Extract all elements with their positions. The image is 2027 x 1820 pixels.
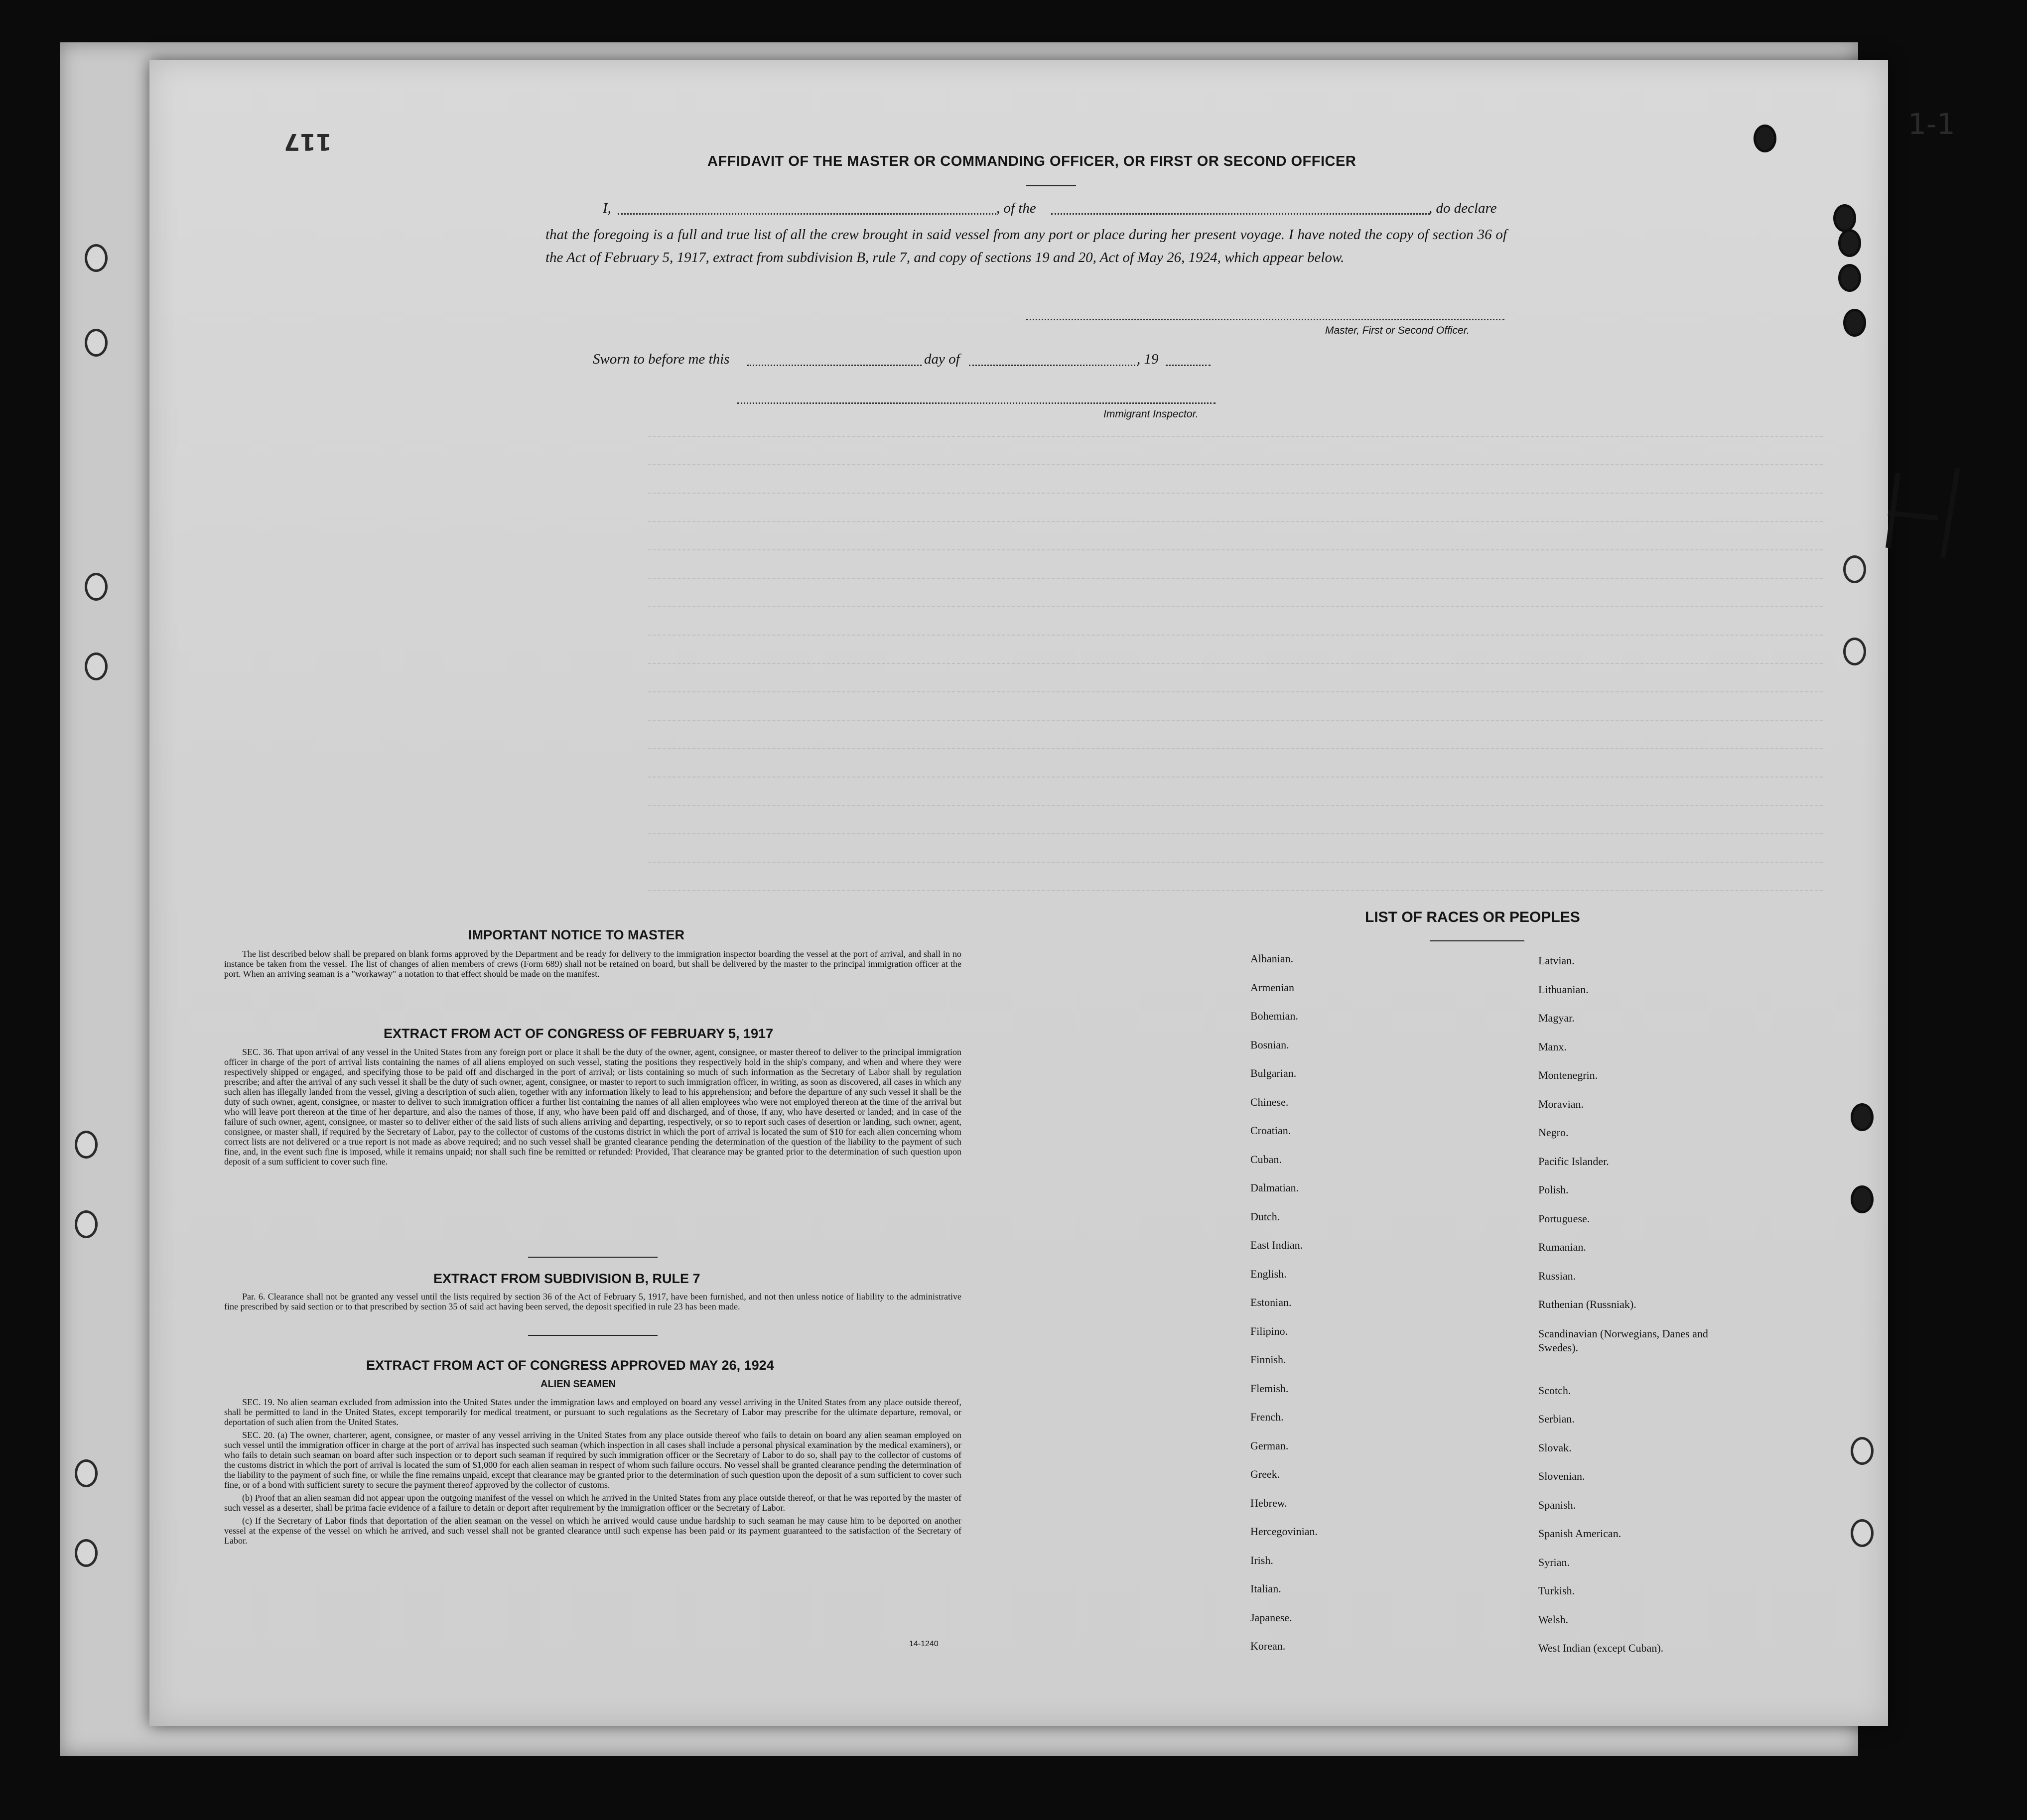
race-item: Italian. xyxy=(1250,1582,1281,1595)
affidavit-i: I, xyxy=(603,200,611,216)
race-item: Negro. xyxy=(1538,1126,1569,1139)
page-number-note: 117 xyxy=(284,129,332,155)
race-item: Finnish. xyxy=(1250,1353,1286,1366)
races-title: LIST OF RACES OR PEOPLES xyxy=(1365,909,1580,925)
punch-hole-icon xyxy=(1843,555,1866,583)
extract-1924-title: EXTRACT FROM ACT OF CONGRESS APPROVED MAY 26, 1924 xyxy=(366,1358,774,1373)
day-of-text: day of xyxy=(924,351,960,367)
title-divider xyxy=(1026,185,1076,186)
race-item: Albanian. xyxy=(1250,952,1294,965)
punch-hole-icon xyxy=(85,244,108,272)
bleed-through-rows xyxy=(648,408,1823,907)
sworn-year-blank xyxy=(1166,365,1211,366)
race-item: Pacific Islander. xyxy=(1538,1155,1609,1168)
race-item: Hercegovinian. xyxy=(1250,1525,1318,1538)
race-item: Armenian xyxy=(1250,981,1294,994)
race-item: West Indian (except Cuban). xyxy=(1538,1642,1664,1654)
punch-hole-icon xyxy=(1843,309,1866,337)
notice-paragraph: The list described below shall be prepared on blank forms approved by the Department and be ready for delivery to the immigration inspector boarding the vessel at the port of arrival, and shall in no instance be taken from the vessel. The list of changes of alien members of crews (Form 689) shall not be retained on board, but shall be delivered by the master to the principal immigration officer at the port. When an arriving seaman is a "workaway" a notation to that effect should be made on the manifest. xyxy=(224,949,961,979)
race-item: Moravian. xyxy=(1538,1097,1584,1110)
vessel-blank xyxy=(1051,213,1430,215)
race-item: Dalmatian. xyxy=(1250,1181,1299,1194)
race-item: Bulgarian. xyxy=(1250,1067,1297,1079)
race-item: Cuban. xyxy=(1250,1153,1282,1166)
race-item: Chinese. xyxy=(1250,1095,1289,1108)
inspector-signature-line xyxy=(737,402,1216,404)
punch-hole-icon xyxy=(1851,1437,1874,1465)
extract-rule7-title: EXTRACT FROM SUBDIVISION B, RULE 7 xyxy=(433,1271,700,1286)
race-item: Slovak. xyxy=(1538,1441,1572,1454)
punch-hole-icon xyxy=(1851,1519,1874,1547)
punch-hole-icon xyxy=(1851,1185,1874,1213)
race-item: Portuguese. xyxy=(1538,1212,1590,1225)
race-item: French. xyxy=(1250,1411,1284,1423)
race-item: Korean. xyxy=(1250,1640,1286,1652)
punch-hole-icon xyxy=(1754,125,1776,152)
punch-hole-icon xyxy=(75,1131,98,1159)
alien-seamen-subtitle: ALIEN SEAMEN xyxy=(541,1379,616,1390)
race-item: Hebrew. xyxy=(1250,1496,1287,1509)
sworn-text: Sworn to before me this xyxy=(593,351,730,367)
par-6-paragraph: Par. 6. Clearance shall not be granted any vessel until the lists required by section 36 of the Act of February 5, 1917, have been furnished, and not then unless notice of liability to the administrative fine prescribed by said section or to that prescribed by section 35 of said act having been served, the deposit specified in rule 23 has been made. xyxy=(224,1292,961,1311)
extract-rule7-text xyxy=(224,1292,961,1314)
sworn-day-blank xyxy=(747,365,922,366)
punch-hole-icon xyxy=(1851,1103,1874,1131)
race-item: Spanish. xyxy=(1538,1498,1576,1511)
race-item: Estonian. xyxy=(1250,1296,1292,1308)
race-item: Greek. xyxy=(1250,1468,1280,1480)
affidavit-do-declare: , do declare xyxy=(1429,200,1497,216)
race-item: Filipino. xyxy=(1250,1324,1288,1337)
extract-1924-text xyxy=(224,1397,961,1549)
affidavit-of-the: , of the xyxy=(996,200,1036,216)
inspector-label: Immigrant Inspector. xyxy=(1103,408,1199,420)
section-divider xyxy=(528,1335,658,1336)
race-item: Lithuanian. xyxy=(1538,983,1589,996)
punch-hole-icon xyxy=(1843,638,1866,665)
notice-title: IMPORTANT NOTICE TO MASTER xyxy=(468,927,684,942)
race-item: Montenegrin. xyxy=(1538,1069,1598,1081)
race-item: Japanese. xyxy=(1250,1611,1292,1624)
sec-20b-paragraph: (b) Proof that an alien seaman did not appear upon the outgoing manifest of the vessel on which he arrived in the United States from any place outside thereof, or that he was reported by the master of such vessel as a deserter, shall be prima facie evidence of a failure to detain or deport after requirement by the immigration officer or the Secretary of Labor. xyxy=(224,1493,961,1513)
punch-hole-icon xyxy=(1833,204,1856,232)
affidavit-title: AFFIDAVIT OF THE MASTER OR COMMANDING OFFICER, OR FIRST OR SECOND OFFICER xyxy=(707,153,1356,169)
punch-hole-icon xyxy=(75,1539,98,1567)
punch-hole-icon xyxy=(75,1210,98,1238)
handwritten-mark xyxy=(1878,463,1978,563)
section-divider xyxy=(528,1257,658,1258)
year-text: , 19 xyxy=(1137,351,1159,367)
punch-hole-icon xyxy=(85,573,108,601)
race-item: Manx. xyxy=(1538,1040,1567,1053)
sec-20a-paragraph: SEC. 20. (a) The owner, charterer, agent, consignee, or master of any vessel arriving in the United States from any place outside thereof who fails to detain on board any alien seaman employed on such vessel until the immigration officer in charge at the port of arrival has inspected such seaman (which inspection in all cases shall include a personal physical examination by the medical examiners), or who fails to detain such seaman on board after such inspection or to deport such seaman if required by such immigration officer or the Secretary of Labor to do so, shall pay to the collector of customs of the customs district in which the port of arrival is located the sum of $1,000 for each alien seaman in respect of whom such failure occurs. No vessel shall be granted clearance pending the determination of the liability to the payment of such fine, or while the fine remains unpaid, except that clearance may be granted prior to the determination of such question upon the deposit of a sum sufficient to cover such fine, or of a bond with sufficient surety to secure the payment thereof approved by the collector of customs. xyxy=(224,1430,961,1490)
race-item: Turkish. xyxy=(1538,1584,1575,1597)
extract-1917-title: EXTRACT FROM ACT OF CONGRESS OF FEBRUARY 5, 1917 xyxy=(384,1026,774,1041)
race-item: Slovenian. xyxy=(1538,1470,1585,1482)
race-item: Latvian. xyxy=(1538,954,1575,967)
race-item: Ruthenian (Russniak). xyxy=(1538,1298,1636,1310)
race-item: German. xyxy=(1250,1439,1289,1452)
sheet-number-note: 1-1 xyxy=(1908,107,1955,141)
race-item: Spanish American. xyxy=(1538,1527,1622,1540)
race-item: Russian. xyxy=(1538,1269,1576,1282)
notice-text xyxy=(224,949,961,982)
race-item: Flemish. xyxy=(1250,1382,1289,1395)
master-signature-line xyxy=(1026,319,1504,320)
form-number: 14-1240 xyxy=(909,1640,939,1648)
section-36-paragraph: SEC. 36. That upon arrival of any vessel in the United States from any foreign port or place it shall be the duty of the owner, agent, consignee, or master thereof to deliver to the principal immigration officer in charge of the port of arrival lists containing the names of all aliens employed on such vessel, stating the positions they respectively hold in the ship's company, and when and where they were respectively shipped or engaged, and specifying those to be paid off and discharged in the port of arrival; or lists containing so much of such information as the Secretary of Labor shall by regulation prescribe; and after the arrival of any such vessel it shall be the duty of such owner, agent, consignee, or master to report to such immigration officer, in writing, as soon as discovered, all cases in which any such alien has illegally landed from the vessel, giving a description of such alien, together with any information likely to lead to his apprehension; and before the departure of any such vessel it shall be the duty of such owner, agent, consignee, or master to deliver to such immigration officer a further list containing the names of all alien employees who were not employed thereon at the time of the arrival but who will leave port thereon at the time of her departure, and also the names of those, if any, who have been paid off and discharged, and of those, if any, who have deserted or landed; and in case of the failure of such owner, agent, consignee, or master so to deliver either of the said lists of such aliens arriving and departing, respectively, or so to report such cases of desertion or landing, such owner, agent, consignee, or master shall, if required by the Secretary of Labor, pay to the collector of customs of the customs district in which the port of arrival is located the sum of $10 for each alien concerning whom correct lists are not delivered or a true report is not made as above required; and no such vessel shall be granted clearance pending the determination of the question of the liability to the payment of such fine, and, in the event such fine is imposed, while it remains unpaid; nor shall such fine be remitted or refunded: Provided, That clearance may be granted prior to the determination of such question upon deposit of a sum sufficient to cover such fine. xyxy=(224,1047,961,1167)
race-item: English. xyxy=(1250,1267,1287,1280)
race-item: Irish. xyxy=(1250,1554,1273,1566)
punch-hole-icon xyxy=(1838,229,1861,257)
race-item: Polish. xyxy=(1538,1183,1569,1196)
punch-hole-icon xyxy=(1838,264,1861,292)
sworn-month-blank xyxy=(969,365,1138,366)
race-item: East Indian. xyxy=(1250,1239,1303,1251)
race-item: Serbian. xyxy=(1538,1413,1575,1425)
races-title-divider xyxy=(1430,940,1524,941)
extract-1917-text xyxy=(224,1047,961,1170)
race-item: Magyar. xyxy=(1538,1012,1575,1024)
race-item: Syrian. xyxy=(1538,1556,1570,1568)
race-item: Croatian. xyxy=(1250,1124,1291,1137)
affidavit-body: that the foregoing is a full and true list of all the crew brought in said vessel from any port or place during her present voyage. I have noted the copy of section 36 of the Act of February 5, 1917, extract from subdivision B, rule 7, and copy of sections 19 and 20, Act of May 26, 1924, which appear below. xyxy=(545,227,1507,265)
sec-19-paragraph: SEC. 19. No alien seaman excluded from admission into the United States under the immigration laws and employed on board any vessel arriving in the United States from any place outside thereof, shall be permitted to land in the United States, except temporarily for medical treatment, or pursuant to such regulations as the Secretary of Labor may prescribe for the ultimate departure, removal, or deportation of such alien from the United States. xyxy=(224,1397,961,1427)
punch-hole-icon xyxy=(75,1459,98,1487)
race-item: Scotch. xyxy=(1538,1384,1571,1397)
race-item: Rumanian. xyxy=(1538,1241,1586,1253)
punch-hole-icon xyxy=(85,329,108,357)
sec-20c-paragraph: (c) If the Secretary of Labor finds that deportation of the alien seaman on the vessel on which he arrived would cause undue hardship to such seaman he may cause him to be deported on another vessel at the expense of the vessel on which he arrived, and such vessel shall not be granted clearance until such expense has been paid or its payment guaranteed to the satisfaction of the Secretary of Labor. xyxy=(224,1516,961,1546)
name-blank xyxy=(618,213,996,215)
master-label: Master, First or Second Officer. xyxy=(1325,325,1470,336)
race-item: Dutch. xyxy=(1250,1210,1280,1223)
race-item: Bohemian. xyxy=(1250,1010,1298,1022)
punch-hole-icon xyxy=(85,652,108,680)
race-item: Welsh. xyxy=(1538,1613,1568,1626)
race-item: Scandinavian (Norwegians, Danes and Swedes). xyxy=(1538,1327,1708,1354)
race-item: Bosnian. xyxy=(1250,1038,1289,1051)
